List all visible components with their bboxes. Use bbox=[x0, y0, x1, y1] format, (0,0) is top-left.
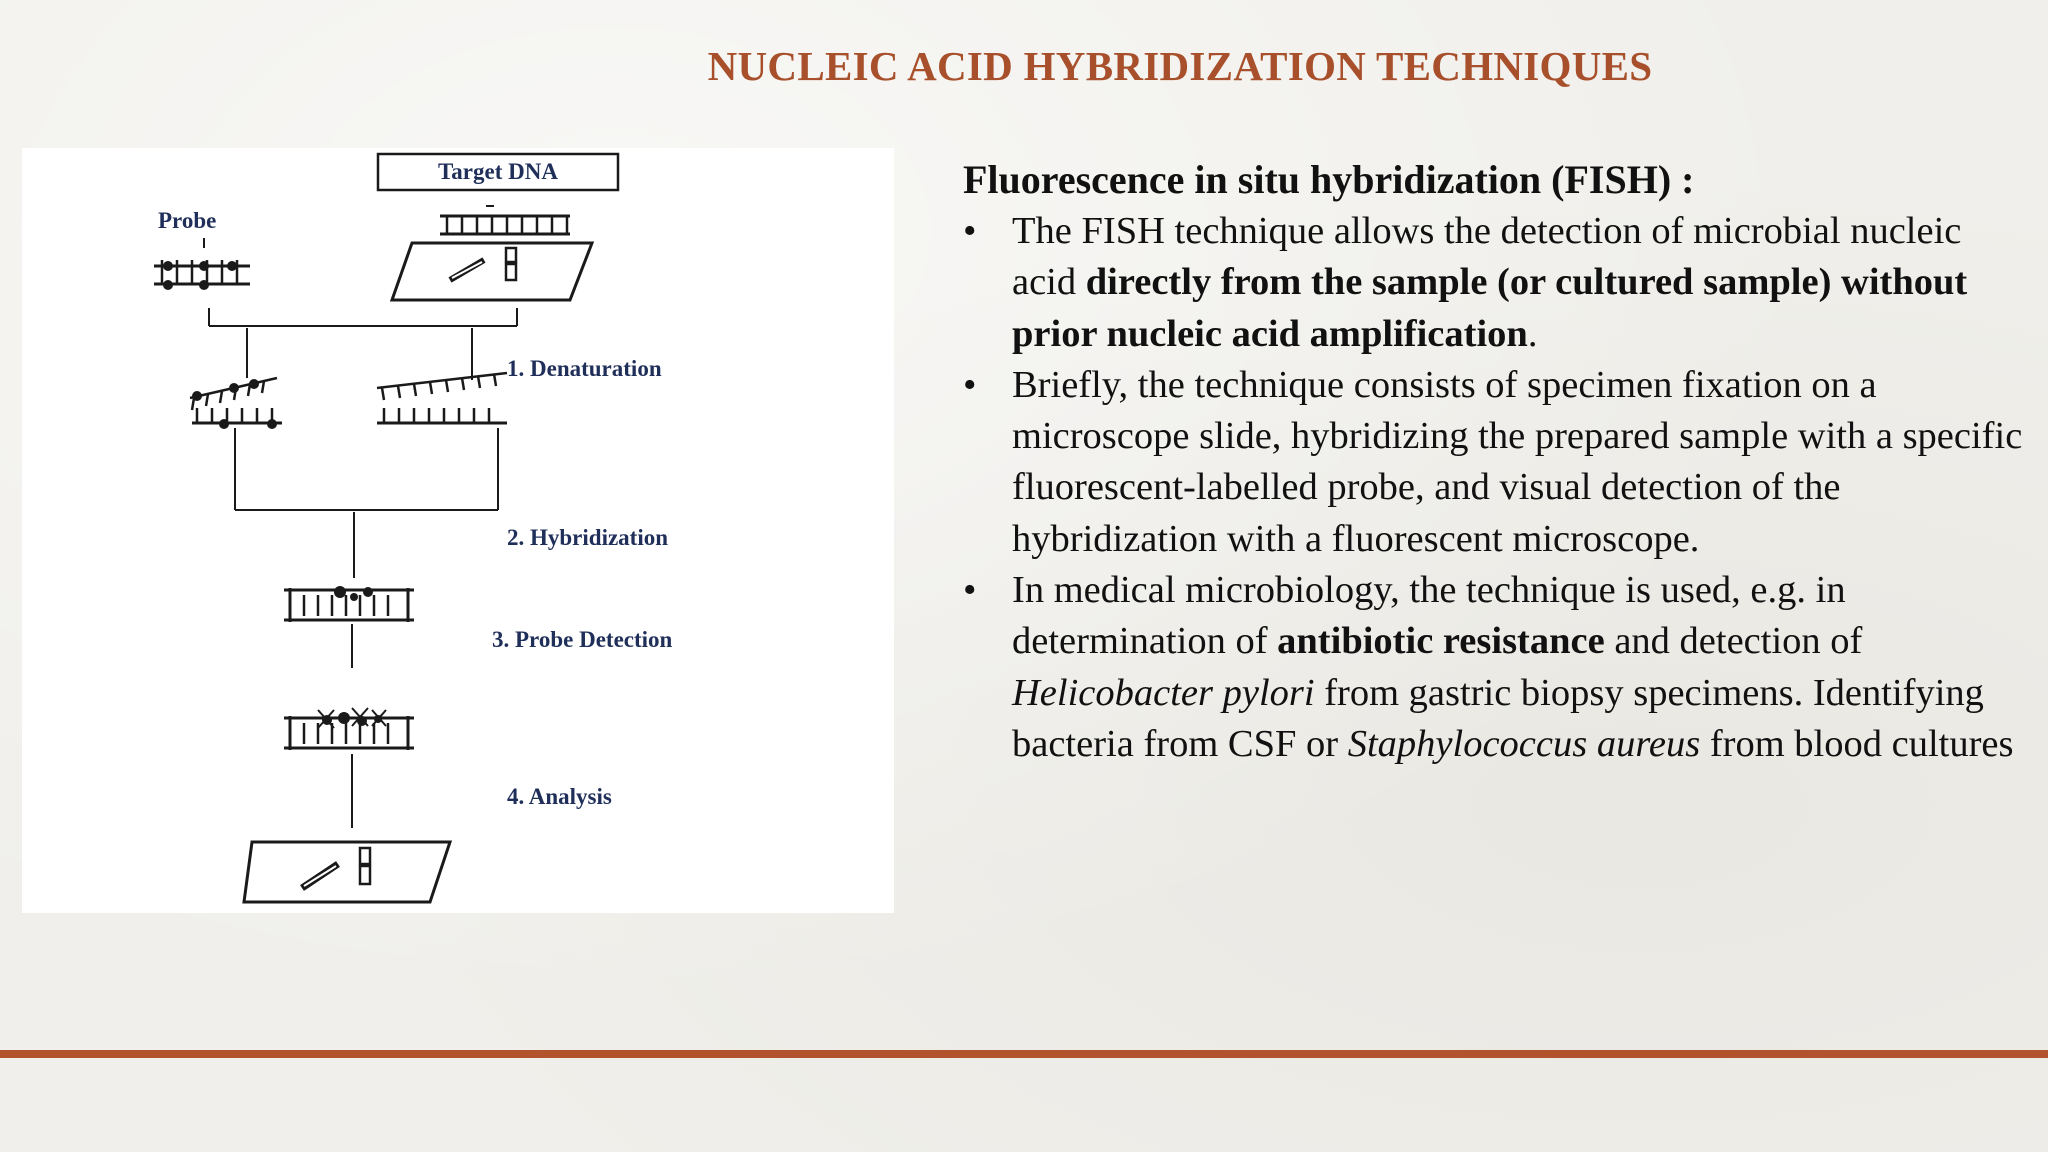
section-heading: Fluorescence in situ hybridization (FISH) : bbox=[963, 157, 1695, 202]
fish-diagram-svg bbox=[22, 148, 894, 913]
step-analysis-label: 4. Analysis bbox=[507, 784, 612, 809]
bullet-2-text: Briefly, the technique consists of specimen fixation on a microscope slide, hybridizing the prepared sample with a specific fluorescent-labelled probe, and visual detection of the hybridization with a fluorescent microscope. bbox=[1012, 363, 2023, 560]
organism-staphylococcus: Staphylococcus aureus bbox=[1347, 722, 1701, 765]
bullet-list bbox=[963, 206, 2033, 770]
bullet-icon: • bbox=[963, 210, 977, 252]
bullet-3-text-a: In medical microbiology, the technique is used, e.g. in determination of bbox=[1012, 569, 1846, 663]
fish-description bbox=[963, 154, 2033, 770]
organism-helicobacter: Helicobacter pylori bbox=[1012, 671, 1315, 714]
slide-title: NUCLEIC ACID HYBRIDIZATION TECHNIQUES bbox=[707, 43, 1653, 89]
slide-bottom-icon bbox=[244, 842, 450, 902]
bullet-3-emphasis: antibiotic resistance bbox=[1277, 620, 1605, 663]
target-dna-label: Target DNA bbox=[438, 159, 558, 184]
bullet-1-text: The FISH technique allows the detection of microbial nucleic acid bbox=[1012, 210, 1962, 304]
footer-rule bbox=[0, 1050, 2048, 1058]
fish-diagram bbox=[22, 148, 894, 913]
bullet-item-2 bbox=[963, 360, 2033, 565]
bullet-3-text-c: from gastric biopsy specimens. Identifying bacteria from CSF or bbox=[1012, 671, 1984, 765]
bullet-1-period: . bbox=[1527, 312, 1538, 355]
step-denaturation-label: 1. Denaturation bbox=[507, 356, 662, 381]
slide-top-icon bbox=[392, 243, 592, 300]
probe-label: Probe bbox=[158, 208, 217, 233]
bullet-1-emphasis: directly from the sample (or cultured sample) without prior nucleic acid amplification bbox=[1012, 261, 1968, 355]
bullet-icon: • bbox=[963, 363, 977, 406]
bullet-3-text-b: and detection of bbox=[1604, 620, 1863, 663]
bullet-item-3 bbox=[963, 565, 2033, 770]
step-probe-detection-label: 3. Probe Detection bbox=[492, 627, 673, 652]
bullet-3-text-d: from blood cultures bbox=[1700, 722, 2014, 765]
bullet-item-1 bbox=[963, 206, 2033, 360]
bullet-icon: • bbox=[963, 569, 977, 612]
step-hybridization-label: 2. Hybridization bbox=[507, 525, 669, 550]
